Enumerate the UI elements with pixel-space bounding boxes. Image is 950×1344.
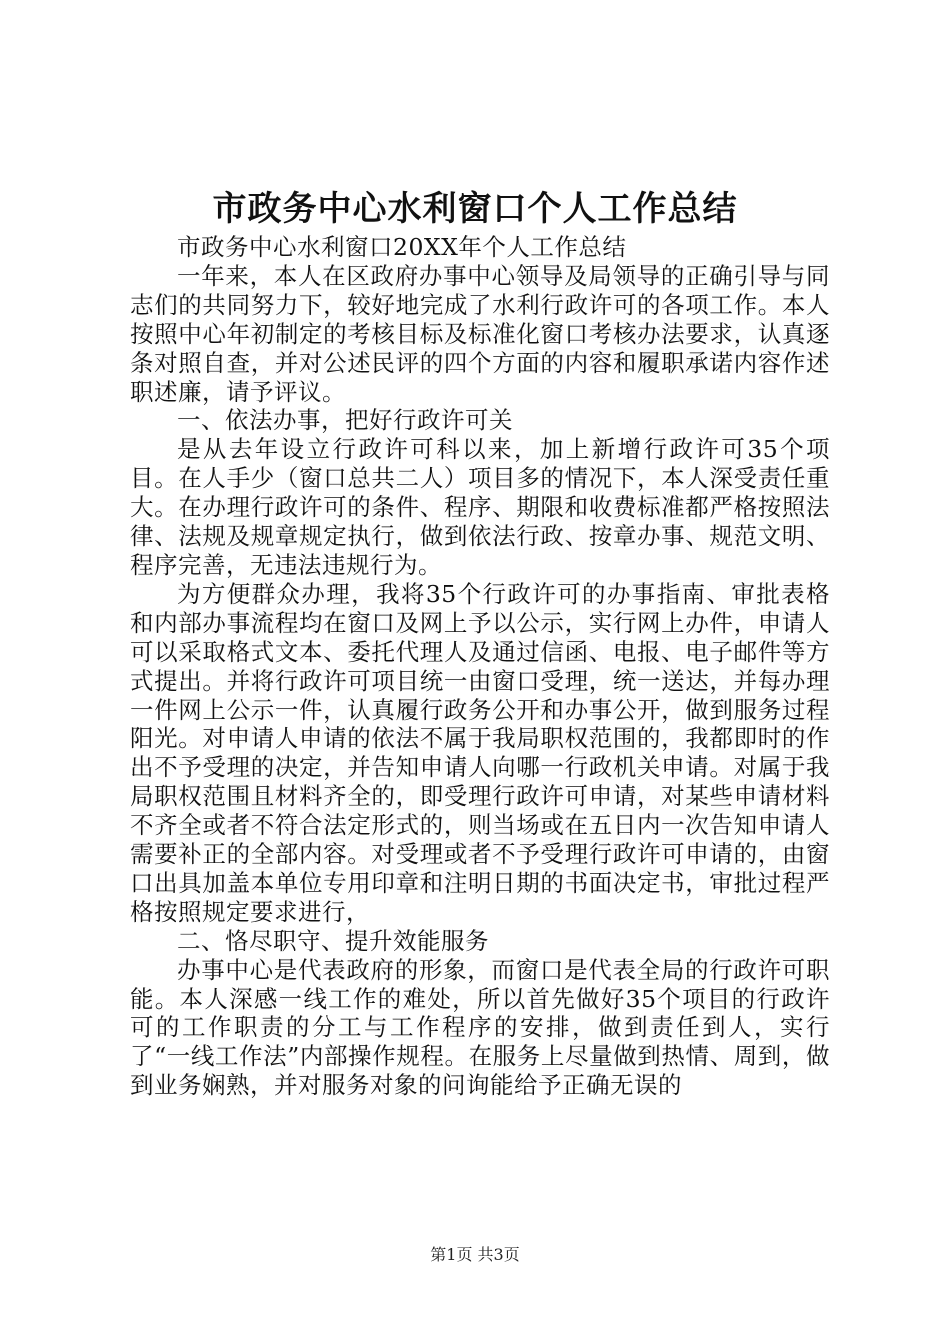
paragraph-subtitle: 市政务中心水利窗口20XX年个人工作总结: [177, 233, 627, 261]
document-body: [130, 233, 830, 1100]
page-number-footer: 第1页 共3页: [430, 1245, 520, 1264]
paragraph-section-1b: 为方便群众办理，我将35个行政许可的办事指南、审批表格和内部办事流程均在窗口及网上予以公示，实行网上办件，申请人可以采取格式文本、委托代理人及通过信函、电报、电子邮件等方式提出。并将行政许可项目统一由窗口受理，统一送达，并每办理一件网上公示一件，认真履行政务公开和办事公开，做到服务过程阳光。对申请人申请的依法不属于我局职权范围的，我都即时的作出不予受理的决定，并告知申请人向哪一行政机关申请。对属于我局职权范围且材料齐全的，即受理行政许可申请，对某些申请材料不齐全或者不符合法定形式的，则当场或在五日内一次告知申请人需要补正的全部内容。对受理或者不予受理行政许可申请的，由窗口出具加盖本单位专用印章和注明日期的书面决定书，审批过程严格按照规定要求进行，: [130, 579, 830, 926]
section-heading-2: 二、恪尽职守、提升效能服务: [177, 926, 489, 955]
section-heading-1: 一、依法办事，把好行政许可关: [177, 406, 513, 435]
paragraph-intro: 一年来，本人在区政府办事中心领导及局领导的正确引导与同志们的共同努力下，较好地完成了水利行政许可的各项工作。本人按照中心年初制定的考核目标及标准化窗口考核办法要求，认真逐条对照自查，并对公述民评的四个方面的内容和履职承诺内容作述职述廉，请予评议。: [130, 261, 830, 406]
paragraph-section-2a: 办事中心是代表政府的形象，而窗口是代表全局的行政许可职能。本人深感一线工作的难处，所以首先做好35个项目的行政许可的工作职责的分工与工作程序的安排，做到责任到人，实行了“一线工作法”内部操作规程。在服务上尽量做到热情、周到，做到业务娴熟，并对服务对象的问询能给予正确无误的: [130, 955, 830, 1100]
document-title: 市政务中心水利窗口个人工作总结: [212, 189, 738, 229]
paragraph-section-1a: 是从去年设立行政许可科以来，加上新增行政许可35个项目。在人手少（窗口总共二人）项目多的情况下，本人深受责任重大。在办理行政许可的条件、程序、期限和收费标准都严格按照法律、法规及规章规定执行，做到依法行政、按章办事、规范文明、程序完善，无违法违规行为。: [130, 435, 830, 579]
